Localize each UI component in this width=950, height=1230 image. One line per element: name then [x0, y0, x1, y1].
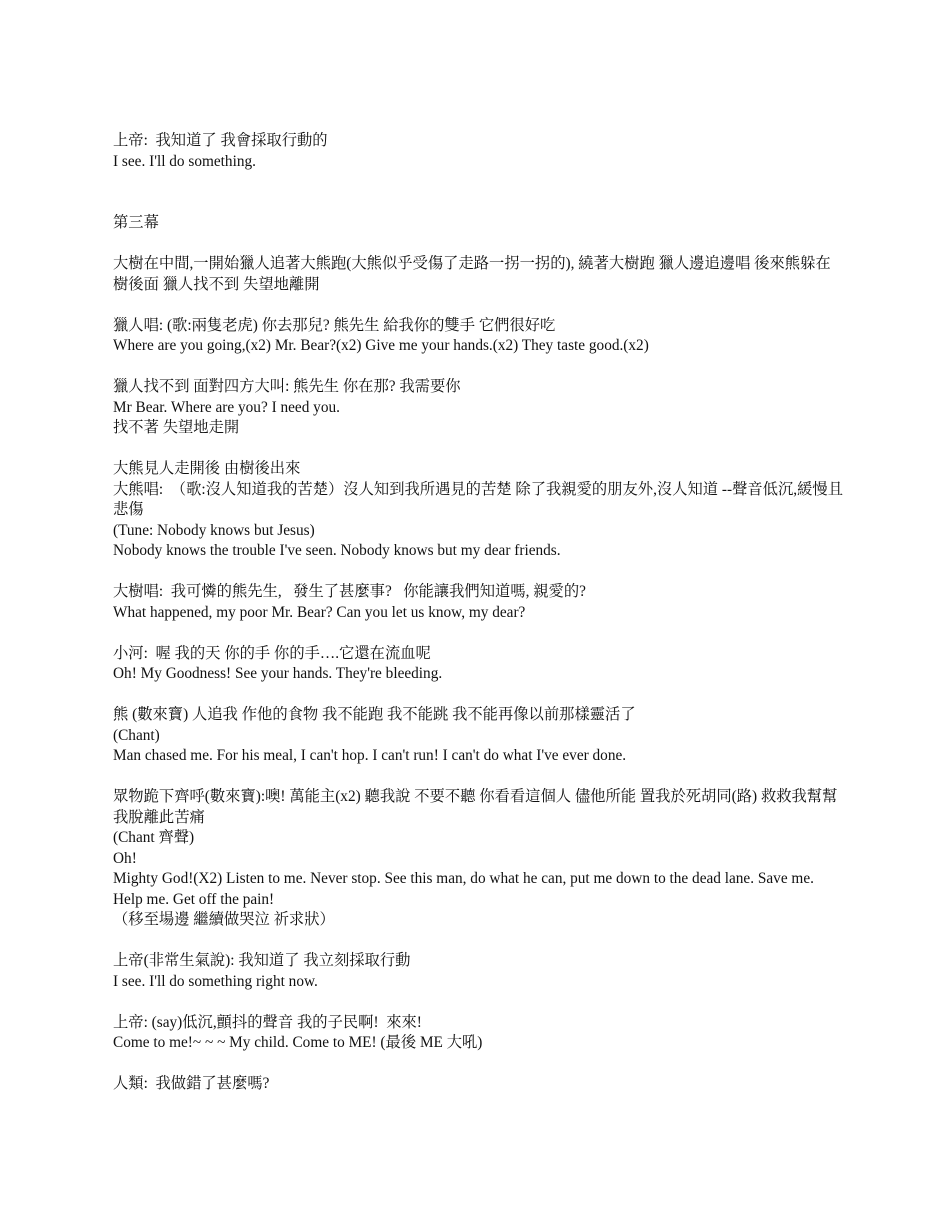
- text-line: 大樹在中間,一開始獵人追著大熊跑(大熊似乎受傷了走路一拐一拐的), 繞著大樹跑 獵人邊追邊唱 後來熊躲在樹後面 獵人找不到 失望地離開: [113, 255, 831, 293]
- text-line: 小河: 喔 我的天 你的手 你的手….它還在流血呢: [113, 644, 431, 662]
- text-line: Where are you going,(x2) Mr. Bear?(x2) Give me your hands.(x2) They taste good.(x2): [113, 337, 649, 354]
- paragraph-bear-chant: [113, 705, 843, 767]
- paragraph-hunter-song: [113, 316, 843, 357]
- document-page: [113, 131, 843, 1095]
- text-line: 找不著 失望地走開: [113, 419, 240, 436]
- text-line: 上帝: 我知道了 我會採取行動的: [113, 132, 328, 149]
- text-line: 眾物跪下齊呼(數來寶):噢! 萬能主(x2) 聽我說 不要不聽 你看看這個人 儘他所能 置我於死胡同(路) 救救我幫幫我脫離此苦痛: [113, 788, 838, 826]
- text-line: (Chant): [113, 726, 160, 744]
- text-line: （移至場邊 繼續做哭泣 祈求狀）: [113, 911, 335, 928]
- paragraph-all-chant: [113, 787, 843, 931]
- text-line: Oh! My Goodness! See your hands. They're bleeding.: [113, 665, 443, 682]
- act-title: 第三幕: [113, 214, 159, 231]
- text-line: Mr Bear. Where are you? I need you.: [113, 398, 340, 416]
- text-line: Nobody knows the trouble I've seen. Nobody knows but my dear friends.: [113, 542, 561, 559]
- paragraph-bear-song: [113, 459, 843, 562]
- text-line: 上帝(非常生氣說): 我知道了 我立刻採取行動: [113, 952, 411, 969]
- text-line: 大樹唱: 我可憐的熊先生, 發生了甚麼事? 你能讓我們知道嗎, 親愛的?: [113, 583, 586, 600]
- text-line: 大熊見人走開後 由樹後出來: [113, 460, 301, 477]
- paragraph-god-response: [113, 131, 843, 172]
- text-line: I see. I'll do something.: [113, 152, 256, 170]
- paragraph-god-call: [113, 1013, 843, 1054]
- paragraph-tree-song: [113, 582, 843, 623]
- text-line: (Tune: Nobody knows but Jesus): [113, 521, 315, 539]
- text-line: 大熊唱: （歌:沒人知道我的苦楚）沒人知到我所遇見的苦楚 除了我親愛的朋友外,沒人知道 --聲音低沉,緩慢且悲傷: [113, 480, 843, 518]
- text-line: 獵人唱: (歌:兩隻老虎) 你去那兒? 熊先生 給我你的雙手 它們很好吃: [113, 316, 556, 334]
- paragraph-human: [113, 1074, 843, 1095]
- text-line: 人類: 我做錯了甚麼嗎?: [113, 1075, 270, 1092]
- paragraph-god-angry: [113, 951, 843, 992]
- text-line: What happened, my poor Mr. Bear? Can you let us know, my dear?: [113, 603, 526, 621]
- text-line: Come to me!~ ~ ~ My child. Come to ME! (最後 ME 大吼): [113, 1034, 483, 1051]
- paragraph-stage-direction: [113, 254, 843, 295]
- text-line: I see. I'll do something right now.: [113, 972, 318, 990]
- paragraph-river: [113, 644, 843, 685]
- text-line: Oh!: [113, 849, 137, 867]
- paragraph-hunter-shout: [113, 377, 843, 439]
- text-line: 上帝: (say)低沉,顫抖的聲音 我的子民啊! 來來!: [113, 1013, 422, 1031]
- text-line: 熊 (數來寶) 人追我 作他的食物 我不能跑 我不能跳 我不能再像以前那樣靈活了: [113, 706, 636, 723]
- text-line: Man chased me. For his meal, I can't hop. I can't run! I can't do what I've ever done.: [113, 747, 627, 764]
- text-line: (Chant 齊聲): [113, 829, 195, 846]
- text-line: 獵人找不到 面對四方大叫: 熊先生 你在那? 我需要你: [113, 378, 461, 395]
- text-line: Mighty God!(X2) Listen to me. Never stop. See this man, do what he can, put me down to the dead lane. Save me. Help me. Get off the pain!: [113, 870, 818, 908]
